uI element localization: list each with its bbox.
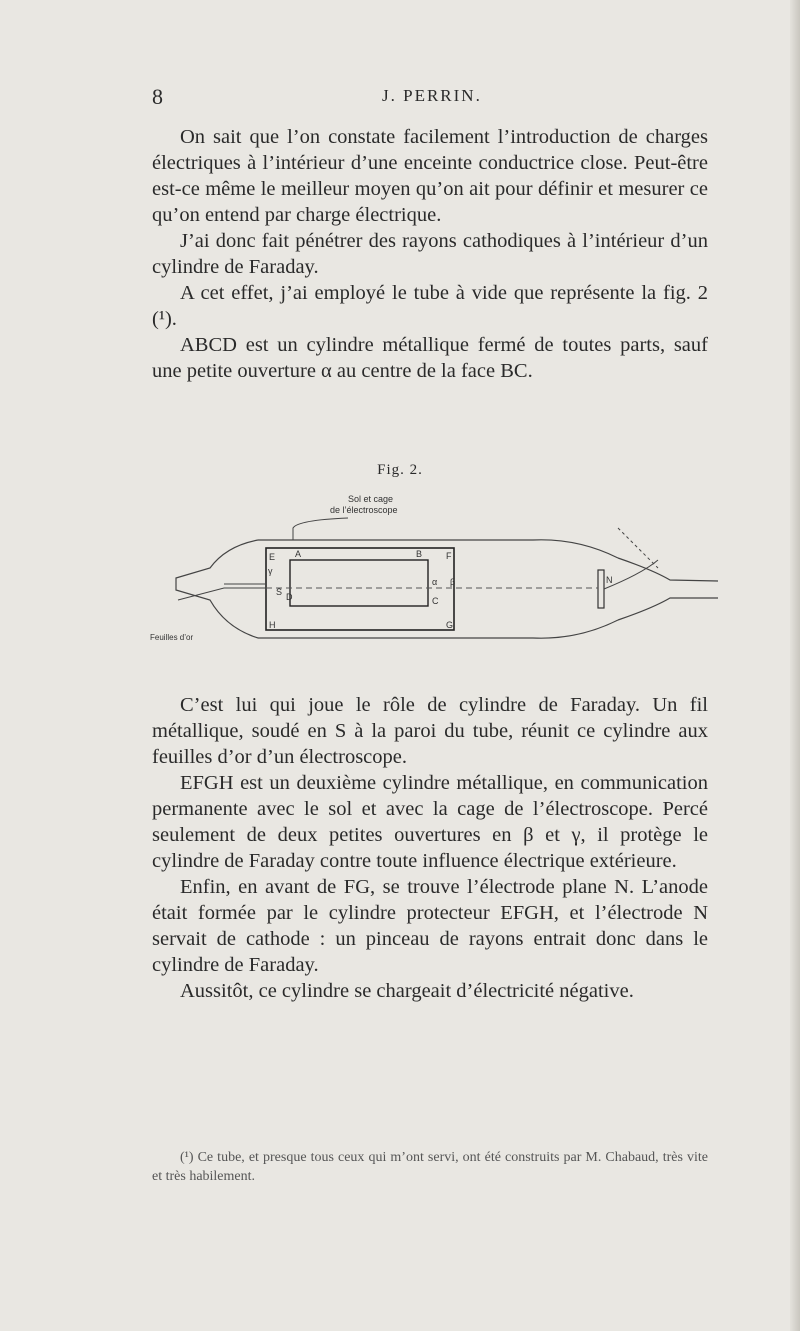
footnote xyxy=(152,1148,708,1186)
label-S: S xyxy=(276,587,283,597)
label-gamma: γ xyxy=(268,566,273,576)
label-G: G xyxy=(446,620,454,630)
paragraph: C’est lui qui joue le rôle de cylindre de Faraday. Un fil métallique, soudé en S à la paroi du tube, réunit ce cylindre aux feuilles d’or d’un électroscope. xyxy=(152,694,708,768)
label-alpha: α xyxy=(432,577,438,587)
paragraph: On sait que l’on constate facilement l’introduction de charges électriques à l’intérieur d’une enceinte conductrice close. Peut-être est-ce même le meilleur moyen qu’on ait pour définir et mesurer ce qu’on entend par charge électrique. xyxy=(152,126,708,226)
paragraph: ABCD est un cylindre métallique fermé de toutes parts, sauf une petite ouverture α au centre de la face BC. xyxy=(152,334,708,382)
earth-wire xyxy=(293,518,348,540)
label-A: A xyxy=(295,549,302,559)
label-sol-cage-1: Sol et cage xyxy=(348,494,394,504)
label-feuilles: Feuilles d’or xyxy=(150,633,194,642)
body-text-bottom xyxy=(152,692,708,1004)
tube-envelope-bottom xyxy=(258,620,618,638)
label-N: N xyxy=(606,575,613,585)
page-number: 8 xyxy=(152,84,163,109)
label-F: F xyxy=(446,551,452,561)
footnote-text: (¹) Ce tube, et presque tous ceux qui m’ont servi, ont été construits par M. Chabaud, très vite et très habilement. xyxy=(152,1150,708,1184)
paragraph: EFGH est un deuxième cylindre métallique, en communication permanente avec le sol et avec la cage de l’électroscope. Percé seulement de deux petites ouvertures en β et γ, il protège le cylindre de Faraday contre toute influence électrique extérieure. xyxy=(152,772,708,872)
body-text-top xyxy=(152,124,708,384)
label-H: H xyxy=(269,620,276,630)
label-beta: β xyxy=(450,577,456,587)
electrode-N xyxy=(598,570,604,608)
lead-wire xyxy=(178,584,266,600)
electroscope-wire xyxy=(618,528,658,568)
tube-envelope-top xyxy=(258,540,618,558)
label-D: D xyxy=(286,592,293,602)
tube-envelope-left xyxy=(176,540,258,638)
paragraph: Enfin, en avant de FG, se trouve l’électrode plane N. L’anode était formée par le cylindre protecteur EFGH, et l’électrode N servait de cathode : un pinceau de rayons entrait donc dans le cylindre de Faraday. xyxy=(152,876,708,976)
page-edge xyxy=(790,0,800,1331)
paragraph: A cet effet, j’ai employé le tube à vide que représente la fig. 2 (¹). xyxy=(152,282,708,330)
tube-envelope-right xyxy=(618,558,718,620)
page-header xyxy=(0,84,800,114)
figure-2-diagram xyxy=(148,488,718,683)
running-head: J. PERRIN. xyxy=(382,86,482,105)
label-C: C xyxy=(432,596,439,606)
cylinder-ABCD xyxy=(290,560,428,606)
figure-caption: Fig. 2. xyxy=(377,462,423,478)
tube-diagram xyxy=(148,488,718,683)
paragraph: J’ai donc fait pénétrer des rayons cathodiques à l’intérieur d’un cylindre de Faraday. xyxy=(152,230,708,278)
label-B: B xyxy=(416,549,423,559)
label-E: E xyxy=(269,552,276,562)
label-sol-cage-2: de l’électroscope xyxy=(330,505,398,515)
paragraph: Aussitôt, ce cylindre se chargeait d’électricité négative. xyxy=(180,980,634,1002)
